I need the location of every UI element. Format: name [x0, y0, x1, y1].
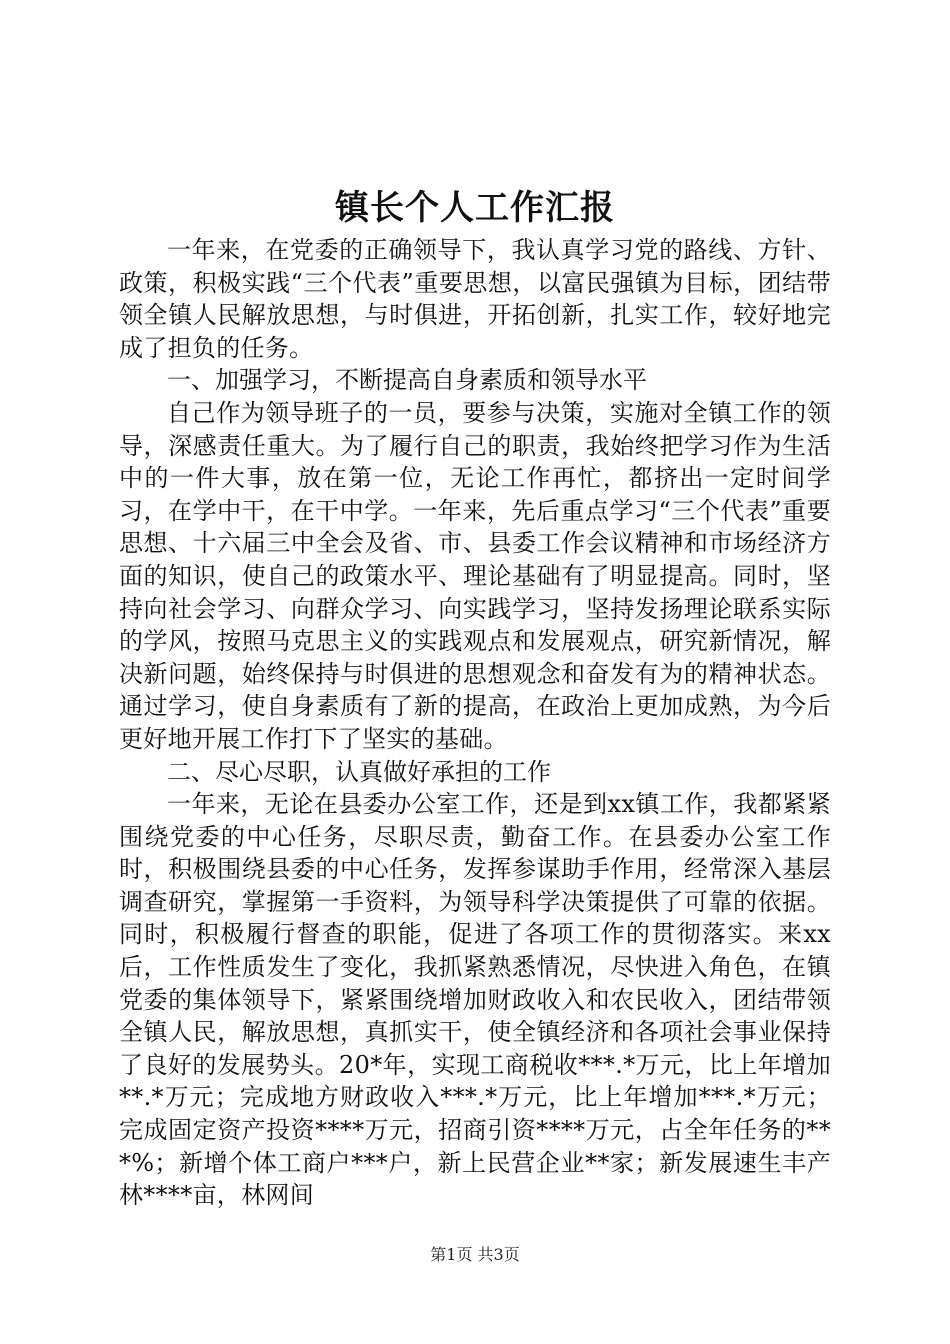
section-1-paragraph: 自己作为领导班子的一员，要参与决策，实施对全镇工作的领导，深感责任重大。为了履行自己的职责，我始终把学习作为生活中的一件大事，放在第一位，无论工作再忙，都挤出一定时间学习，在学中干，在干中学。一年来，先后重点学习“三个代表”重要思想、十六届三中全会及省、市、县委工作会议精神和市场经济方面的知识，使自己的政策水平、理论基础有了明显提高。同时，坚持向社会学习、向群众学习、向实践学习，坚持发扬理论联系实际的学风，按照马克思主义的实践观点和发展观点，研究新情况，解决新问题，始终保持与时俱进的思想观念和奋发有为的精神状态。通过学习，使自身素质有了新的提高，在政治上更加成熟，为今后更好地开展工作打下了坚实的基础。 [119, 398, 831, 753]
document-title: 镇长个人工作汇报 [335, 188, 615, 228]
intro-paragraph: 一年来，在党委的正确领导下，我认真学习党的路线、方针、政策，积极实践“三个代表”重要思想，以富民强镇为目标，团结带领全镇人民解放思想，与时俱进，开拓创新，扎实工作，较好地完成了担负的任务。 [119, 236, 831, 362]
section-2-paragraph: 一年来，无论在县委办公室工作，还是到xx镇工作，我都紧紧围绕党委的中心任务，尽职尽责，勤奋工作。在县委办公室工作时，积极围绕县委的中心任务，发挥参谋助手作用，经常深入基层调查研究，掌握第一手资料，为领导科学决策提供了可靠的依据。同时，积极履行督查的职能，促进了各项工作的贯彻落实。来xx后，工作性质发生了变化，我抓紧熟悉情况，尽快进入角色，在镇党委的集体领导下，紧紧围绕增加财政收入和农民收入，团结带领全镇人民，解放思想，真抓实干，使全镇经济和各项社会事业保持了良好的发展势头。20*年，实现工商税收***.*万元，比上年增加**.*万元；完成地方财政收入***.*万元，比上年增加***.*万元；完成固定资产投资****万元，招商引资****万元，占全年任务的***%；新增个体工商户***户，新上民营企业**家；新发展速生丰产林****亩，林网间 [119, 790, 831, 1210]
page-footer: 第1页 共3页 [430, 1245, 520, 1264]
document-body [119, 234, 831, 1212]
section-heading-1: 一、加强学习，不断提高自身素质和领导水平 [167, 366, 647, 395]
section-heading-2: 二、尽心尽职，认真做好承担的工作 [167, 757, 551, 786]
